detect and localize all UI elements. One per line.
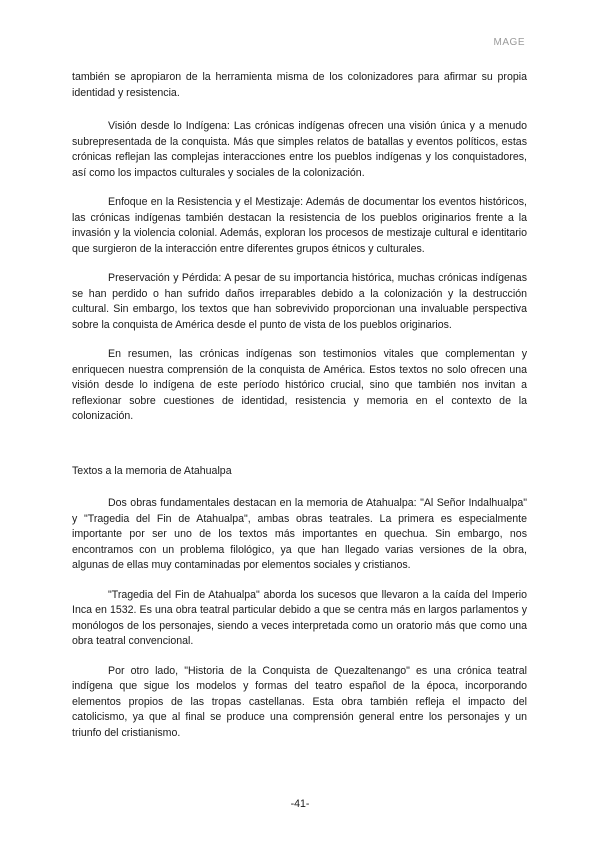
paragraph-tragedia: "Tragedia del Fin de Atahualpa" aborda los sucesos que llevaron a la caída del Imperio Inca en 1532. Es una obra teatral particular debido a que se centra más en largos parlamentos y monólogos de los personajes, siendo a veces interpretada como un oratorio más que como una obra teatral convencional. <box>72 588 527 647</box>
paragraph-vision-indigena: Visión desde lo Indígena: Las crónicas indígenas ofrecen una visión única y a menudo subrepresentada de la conquista. Más que simples relatos de batallas y eventos políticos, estas crónicas reflejan las complejas interacciones entre los pueblos indígenas y los conquistadores, así como los impactos culturales y sociales de la colonización. <box>72 120 527 179</box>
paragraph-quezaltenango: Por otro lado, "Historia de la Conquista de Quezaltenango" es una crónica teatral indígena que sigue los modelos y formas del teatro español de la época, incorporando elementos propios de las tropas castellanas. Esta obra también refleja el impacto del catolicismo, ya que al final se produce una comprensión general entre los personajes y un triunfo del cristianismo. <box>72 664 527 739</box>
paragraph-dos-obras: Dos obras fundamentales destacan en la memoria de Atahualpa: "Al Señor Indalhualpa" y "Tragedia del Fin de Atahualpa", ambas obras teatrales. La primera es especialmente importante por ser uno de los textos más importantes en quechua. Sin embargo, nos encontramos con un problema filológico, ya que han llegado varias versiones de la obra, algunas de ellas muy contaminadas por elementos sociales y cristianos. <box>72 497 527 571</box>
page-number: -41- <box>290 798 310 810</box>
section-title: Textos a la memoria de Atahualpa <box>72 464 232 477</box>
page-body <box>72 70 527 755</box>
paragraph-resumen: En resumen, las crónicas indígenas son testimonios vitales que complementan y enriquecen nuestra comprensión de la conquista de América. Estos textos no solo ofrecen una visión desde lo indígena de este período histórico crucial, sino que también nos invitan a reflexionar sobre cuestiones de identidad, resistencia y memoria en el contexto de la colonización. <box>72 348 527 422</box>
paragraph-resistencia-mestizaje: Enfoque en la Resistencia y el Mestizaje: Además de documentar los eventos históricos, las crónicas indígenas también destacan la resistencia de los pueblos originarios frente a la invasión y la violencia colonial. Además, exploran los procesos de mestizaje cultural e identitario que surgieron de la interacción entre diferentes grupos étnicos y culturales. <box>72 196 527 255</box>
paragraph-preservacion-perdida: Preservación y Pérdida: A pesar de su importancia histórica, muchas crónicas indígenas se han perdido o han sufrido daños irreparables debido a la colonización y la destrucción cultural. Sin embargo, los textos que han sobrevivido proporcionan una invaluable perspectiva sobre la conquista de América desde el punto de vista de los pueblos originarios. <box>72 272 527 331</box>
header-mark: MAGE <box>493 37 525 48</box>
paragraph-continuation: también se apropiaron de la herramienta misma de los colonizadores para afirmar su propia identidad y resistencia. <box>72 71 527 99</box>
